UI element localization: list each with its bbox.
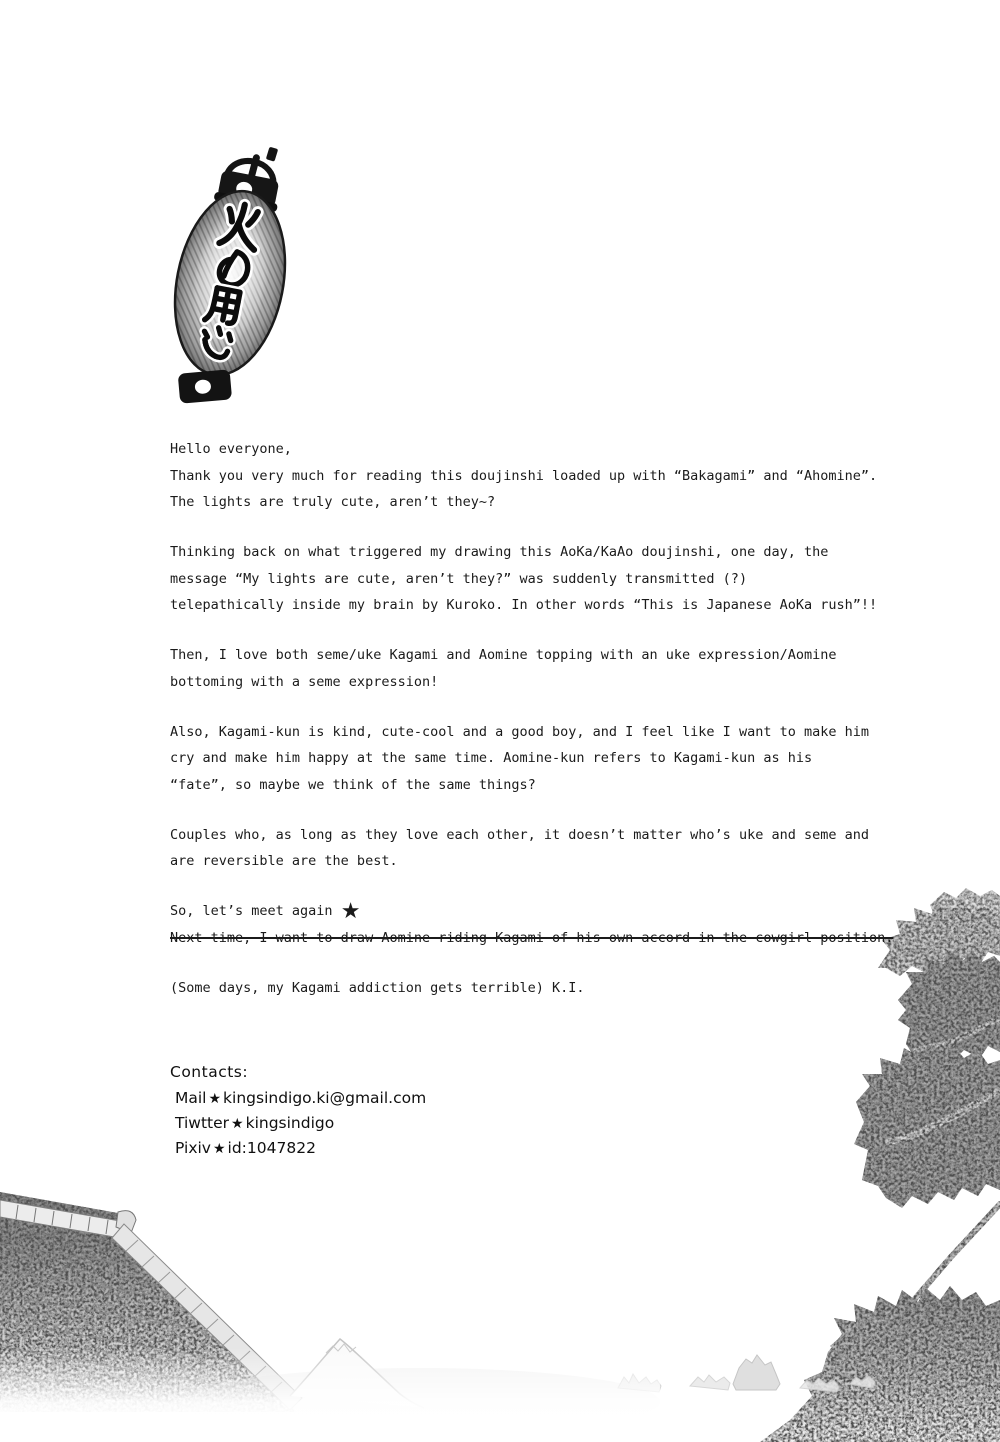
afterword-paragraph-5: [170, 822, 950, 875]
contact-value: id:1047822: [227, 1139, 316, 1157]
contact-value: kingsindigo: [245, 1114, 335, 1132]
aside-note: [170, 975, 950, 1002]
closing-lines: [170, 898, 950, 951]
contact-value: kingsindigo.ki@gmail.com: [223, 1089, 427, 1107]
lantern-illustration: [154, 134, 309, 419]
afterword-line: telepathically inside my brain by Kuroko. In other words “This is Japanese AoKa rush”!!: [170, 597, 878, 613]
afterword-text: [170, 436, 950, 1161]
star-icon: ★: [208, 1091, 222, 1107]
contact-entry-twitter: [170, 1111, 950, 1136]
star-icon: ★: [212, 1141, 226, 1157]
afterword-line: Thank you very much for reading this doujinshi loaded up with “Bakagami” and “Ahomine”.: [170, 467, 878, 484]
afterword-line: Thinking back on what triggered my drawing this AoKa/KaAo doujinshi, one day, the: [170, 544, 829, 560]
meet-again-text: So, let’s meet again: [170, 903, 333, 919]
afterword-paragraph-3: [170, 642, 950, 695]
afterword-line: bottoming with a seme expression!: [170, 673, 439, 690]
afterword-paragraph-2: [170, 539, 950, 619]
contact-label: Tiwtter: [175, 1114, 230, 1132]
contact-entry-mail: [170, 1086, 950, 1111]
afterword-line: Couples who, as long as they love each other, it doesn’t matter who’s uke and seme and: [170, 826, 869, 843]
afterword-line: cry and make him happy at the same time. Aomine-kun refers to Kagami-kun as his: [170, 750, 813, 766]
aside-line: (Some days, my Kagami addiction gets terrible) K.I.: [170, 979, 585, 996]
afterword-line: “fate”, so maybe we think of the same things?: [170, 776, 536, 793]
contact-label: Mail: [175, 1089, 207, 1107]
afterword-line: Also, Kagami-kun is kind, cute-cool and a good boy, and I feel like I want to make him: [170, 723, 869, 740]
star-icon: ★: [231, 1116, 244, 1132]
struck-line: Next time, I want to draw Aomine riding Kagami of his own accord in the cowgirl position.: [170, 929, 894, 946]
afterword-paragraph-1: [170, 436, 950, 516]
contacts-heading: Contacts:: [170, 1063, 249, 1081]
contact-entry-pixiv: [170, 1136, 950, 1161]
afterword-line: The lights are truly cute, aren’t they~?: [170, 494, 496, 510]
contacts-section: [170, 1060, 950, 1161]
contact-label: Pixiv: [175, 1139, 211, 1157]
afterword-line: message “My lights are cute, aren’t they?” was suddenly transmitted (?): [170, 570, 748, 587]
afterword-line: Then, I love both seme/uke Kagami and Aomine topping with an uke expression/Aomine: [170, 647, 837, 663]
afterword-line: Hello everyone,: [170, 441, 292, 457]
afterword-line: are reversible are the best.: [170, 853, 398, 869]
afterword-paragraph-4: [170, 719, 950, 799]
meet-again-line: [170, 898, 950, 925]
star-icon: ★: [340, 899, 361, 924]
